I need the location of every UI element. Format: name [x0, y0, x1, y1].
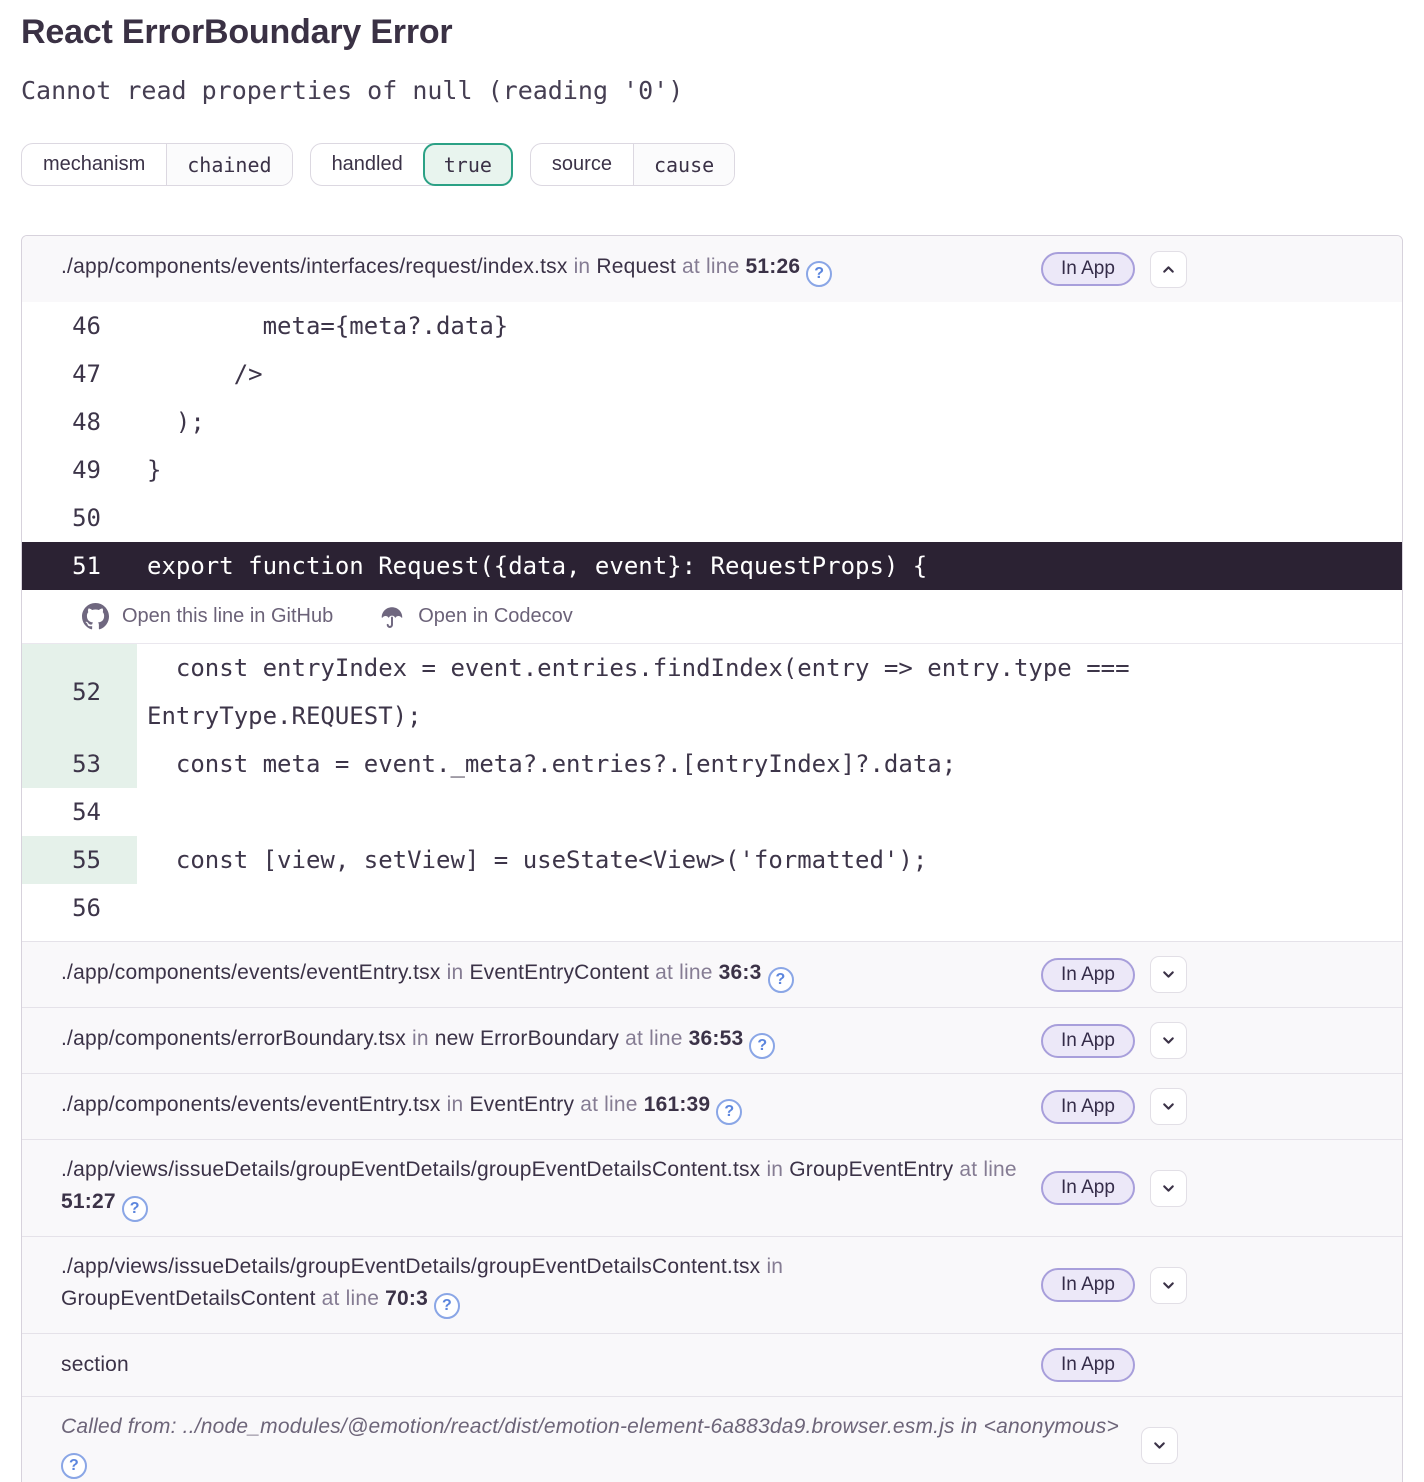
help-icon[interactable]: ? — [806, 261, 832, 287]
help-icon[interactable]: ? — [749, 1033, 775, 1059]
code-line — [22, 542, 1402, 590]
line-number: 54 — [72, 798, 101, 826]
stack-frame-row-called-from[interactable] — [22, 1396, 1402, 1482]
in-app-badge: In App — [1041, 1171, 1135, 1205]
in-app-badge: In App — [1041, 958, 1135, 992]
frame-controls — [1041, 1267, 1187, 1304]
code-line — [22, 884, 1402, 932]
frame-title — [61, 1349, 1021, 1381]
chevron-down-icon — [1160, 1277, 1177, 1294]
code-lines-before — [22, 302, 1402, 590]
stack-frame-row[interactable] — [22, 1139, 1402, 1236]
frame-line-number: 36:53 — [688, 1026, 744, 1050]
code-text — [137, 884, 1402, 932]
called-from-label: Called from: — [61, 1415, 177, 1438]
frame-in-label: in — [446, 960, 464, 984]
frame-title — [61, 251, 1021, 287]
code-line — [22, 836, 1402, 884]
frame-function: new ErrorBoundary — [434, 1026, 620, 1050]
frame-controls — [1041, 1348, 1135, 1382]
code-text: const entryIndex = event.entries.findIndex(entry => entry.type === EntryType.REQUEST); — [147, 654, 1145, 730]
codecov-link-label: Open in Codecov — [418, 605, 573, 627]
frame-at-line-label: at line — [959, 1158, 1017, 1181]
frame-at-line-label: at line — [321, 1287, 380, 1310]
tag-value: chained — [166, 144, 291, 185]
frame-in-label: in — [766, 1255, 784, 1278]
code-line — [22, 494, 1402, 542]
frame-path: ./app/components/events/interfaces/request/index.tsx — [61, 255, 568, 278]
frame-in-label: in — [960, 1415, 978, 1438]
code-text — [137, 494, 1402, 542]
stack-frame-row-section[interactable] — [22, 1333, 1402, 1396]
in-app-badge: In App — [1041, 252, 1135, 286]
open-in-github-link[interactable] — [82, 603, 333, 630]
expand-frame-button[interactable] — [1141, 1427, 1178, 1464]
frame-title — [61, 1089, 1021, 1125]
tag-value: cause — [633, 144, 734, 185]
error-message: Cannot read properties of null (reading '0') — [21, 76, 684, 105]
codecov-icon — [379, 604, 405, 630]
help-icon[interactable]: ? — [768, 967, 794, 993]
frame-controls — [1041, 1022, 1187, 1059]
line-number: 47 — [72, 360, 101, 388]
frame-function: GroupEventEntry — [789, 1158, 954, 1181]
frame-in-label: in — [573, 255, 591, 278]
tag-pill-handled[interactable] — [310, 143, 513, 186]
frame-line-number: 51:26 — [745, 255, 801, 278]
line-number: 50 — [72, 504, 101, 532]
frame-controls — [1041, 251, 1187, 288]
chevron-down-icon — [1160, 1032, 1177, 1049]
collapsed-frames — [22, 941, 1402, 1333]
tag-key: mechanism — [43, 153, 146, 175]
frame-path: ../node_modules/@emotion/react/dist/emotion-element-6a883da9.browser.esm.js — [182, 1415, 955, 1438]
frame-in-label: in — [411, 1026, 429, 1050]
chevron-down-icon — [1151, 1437, 1168, 1454]
code-text: ); — [147, 408, 205, 436]
frame-controls — [1041, 956, 1187, 993]
code-line — [22, 302, 1402, 350]
expand-frame-button[interactable] — [1150, 956, 1187, 993]
stack-frame-row-expanded[interactable] — [22, 236, 1402, 302]
expand-frame-button[interactable] — [1150, 1088, 1187, 1125]
tag-list — [21, 143, 1403, 186]
frame-title — [61, 1251, 1021, 1319]
line-number: 52 — [22, 644, 137, 740]
code-line — [22, 350, 1402, 398]
code-text: export function Request({data, event}: RequestProps) { — [147, 552, 928, 580]
frame-controls — [1141, 1427, 1178, 1464]
open-in-codecov-link[interactable] — [379, 604, 573, 630]
in-app-badge: In App — [1041, 1024, 1135, 1058]
frame-line-number: 161:39 — [643, 1092, 711, 1116]
help-icon[interactable]: ? — [61, 1453, 87, 1479]
tag-pill-mechanism[interactable] — [21, 143, 293, 186]
line-number: 48 — [72, 408, 101, 436]
code-text: } — [147, 456, 162, 484]
context-actions — [22, 590, 1402, 644]
page-title: React ErrorBoundary Error — [21, 13, 453, 51]
frame-function: Request — [596, 255, 676, 278]
code-text: const [view, setView] = useState<View>('formatted'); — [147, 846, 928, 874]
chevron-up-icon — [1160, 261, 1177, 278]
frame-path: ./app/views/issueDetails/groupEventDetails/groupEventDetailsContent.tsx — [61, 1255, 761, 1278]
in-app-badge: In App — [1041, 1090, 1135, 1124]
code-text — [137, 788, 1402, 836]
line-number: 53 — [22, 740, 137, 788]
frame-title — [61, 1154, 1021, 1222]
expand-frame-button[interactable] — [1150, 1170, 1187, 1207]
chevron-down-icon — [1160, 1180, 1177, 1197]
frame-path: ./app/components/events/eventEntry.tsx — [61, 960, 441, 984]
line-number: 46 — [72, 312, 101, 340]
stack-frame-row[interactable] — [22, 941, 1402, 1007]
code-line — [22, 446, 1402, 494]
code-line — [22, 398, 1402, 446]
tag-value: true — [423, 143, 513, 186]
frame-controls — [1041, 1088, 1187, 1125]
collapse-frame-button[interactable] — [1150, 251, 1187, 288]
frame-function: EventEntry — [469, 1092, 575, 1116]
frame-title — [61, 957, 1021, 993]
help-icon[interactable]: ? — [434, 1293, 460, 1319]
frame-at-line-label: at line — [625, 1026, 683, 1050]
frame-at-line-label: at line — [682, 255, 740, 278]
frame-function: <anonymous> — [983, 1415, 1119, 1438]
frame-line-number: 70:3 — [385, 1287, 428, 1310]
stack-frame-row[interactable] — [22, 1007, 1402, 1073]
frame-function: EventEntryContent — [469, 960, 650, 984]
tag-key: handled — [331, 153, 403, 175]
chevron-down-icon — [1160, 1098, 1177, 1115]
in-app-badge: In App — [1041, 1348, 1135, 1382]
frame-in-label: in — [766, 1158, 784, 1181]
github-link-label: Open this line in GitHub — [122, 605, 334, 627]
frame-in-label: in — [446, 1092, 464, 1116]
github-icon — [82, 603, 109, 630]
frame-at-line-label: at line — [580, 1092, 638, 1116]
line-number: 49 — [72, 456, 101, 484]
expand-frame-button[interactable] — [1150, 1022, 1187, 1059]
code-line — [22, 740, 1402, 788]
line-number: 51 — [72, 552, 101, 580]
tag-key: source — [551, 153, 612, 175]
code-text: /> — [147, 360, 263, 388]
line-number: 56 — [72, 894, 101, 922]
code-text: const meta = event._meta?.entries?.[entryIndex]?.data; — [147, 750, 957, 778]
stack-trace — [21, 235, 1403, 1482]
frame-line-number: 36:3 — [718, 960, 762, 984]
code-line — [22, 644, 1402, 740]
code-lines-after — [22, 644, 1402, 932]
stack-frame-row[interactable] — [22, 1073, 1402, 1139]
help-icon[interactable]: ? — [122, 1196, 148, 1222]
chevron-down-icon — [1160, 966, 1177, 983]
frame-line-number: 51:27 — [61, 1190, 116, 1213]
in-app-badge: In App — [1041, 1268, 1135, 1302]
frame-path: ./app/components/errorBoundary.tsx — [61, 1026, 406, 1050]
stack-frame-row[interactable] — [22, 1236, 1402, 1333]
frame-path: ./app/components/events/eventEntry.tsx — [61, 1092, 441, 1116]
frame-controls — [1041, 1170, 1187, 1207]
frame-function: GroupEventDetailsContent — [61, 1287, 316, 1310]
frame-path: section — [61, 1353, 129, 1376]
tag-pill-source[interactable] — [530, 143, 735, 186]
code-text: meta={meta?.data} — [147, 312, 509, 340]
frame-at-line-label: at line — [655, 960, 713, 984]
frame-path: ./app/views/issueDetails/groupEventDetails/groupEventDetailsContent.tsx — [61, 1158, 761, 1181]
code-line — [22, 788, 1402, 836]
help-icon[interactable]: ? — [716, 1099, 742, 1125]
frame-title — [61, 1023, 1021, 1059]
expand-frame-button[interactable] — [1150, 1267, 1187, 1304]
frame-title — [61, 1411, 1121, 1479]
line-number: 55 — [22, 836, 137, 884]
source-context — [22, 302, 1402, 941]
